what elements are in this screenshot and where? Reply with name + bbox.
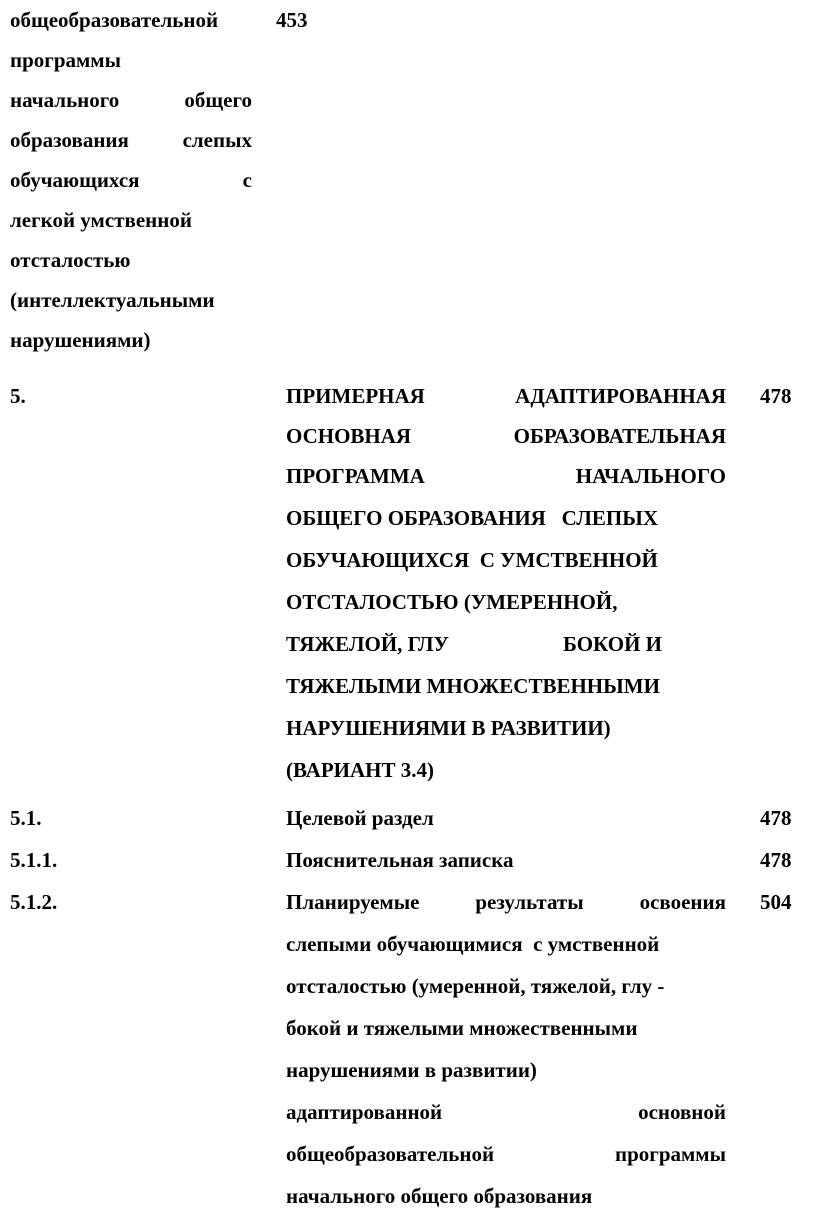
toc-line: НАРУШЕНИЯМИ В РАЗВИТИИ) bbox=[286, 716, 611, 740]
toc-line: ТЯЖЕЛОЙ, ГЛУ БОКОЙ И bbox=[286, 632, 662, 656]
toc-line: легкой умственной bbox=[10, 208, 192, 232]
toc-line: общеобразовательной программы bbox=[286, 1142, 726, 1166]
toc-line: Пояснительная записка bbox=[286, 848, 514, 872]
toc-line: слепыми обучающимися с умственной bbox=[286, 932, 660, 956]
page-number: 478 bbox=[760, 806, 792, 830]
section-number: 5.1.1. bbox=[10, 848, 58, 872]
section-number: 5.1.2. bbox=[10, 890, 58, 914]
section-number: 5. bbox=[10, 384, 26, 408]
toc-line: ТЯЖЕЛЫМИ МНОЖЕСТВЕННЫМИ bbox=[286, 674, 660, 698]
toc-line: нарушениями в развитии) bbox=[286, 1058, 537, 1082]
toc-line: Целевой раздел bbox=[286, 806, 434, 830]
toc-line: программы bbox=[10, 48, 121, 72]
toc-line: ПРОГРАММА НАЧАЛЬНОГО bbox=[286, 464, 726, 488]
toc-line: (ВАРИАНТ 3.4) bbox=[286, 758, 435, 782]
toc-line: ОТСТАЛОСТЬЮ (УМЕРЕННОЙ, bbox=[286, 590, 618, 614]
toc-line: общеобразовательной bbox=[10, 8, 219, 32]
toc-line: Планируемые результаты освоения bbox=[286, 890, 726, 914]
page-number: 478 bbox=[760, 384, 792, 408]
toc-line: образования слепых bbox=[10, 128, 252, 152]
toc-line: бокой и тяжелыми множественными bbox=[286, 1016, 638, 1040]
toc-line: ОБЩЕГО ОБРАЗОВАНИЯ СЛЕПЫХ bbox=[286, 506, 658, 530]
toc-line: отсталостью (умеренной, тяжелой, глу - bbox=[286, 974, 665, 998]
toc-line: адаптированной основной bbox=[286, 1100, 726, 1124]
toc-line: ПРИМЕРНАЯ АДАПТИРОВАННАЯ bbox=[286, 384, 726, 408]
toc-line: (интеллектуальными bbox=[10, 288, 215, 312]
toc-line: нарушениями) bbox=[10, 328, 151, 352]
toc-line: ОСНОВНАЯ ОБРАЗОВАТЕЛЬНАЯ bbox=[286, 424, 726, 448]
section-number: 5.1. bbox=[10, 806, 42, 830]
toc-line: начального общего образования bbox=[286, 1184, 593, 1208]
toc-line: ОБУЧАЮЩИХСЯ С УМСТВЕННОЙ bbox=[286, 548, 658, 572]
page-number: 504 bbox=[760, 890, 792, 914]
toc-line: начального общего bbox=[10, 88, 252, 112]
page-number: 453 bbox=[276, 8, 308, 32]
toc-line: обучающихся с bbox=[10, 168, 252, 192]
toc-line: отсталостью bbox=[10, 248, 131, 272]
page-number: 478 bbox=[760, 848, 792, 872]
